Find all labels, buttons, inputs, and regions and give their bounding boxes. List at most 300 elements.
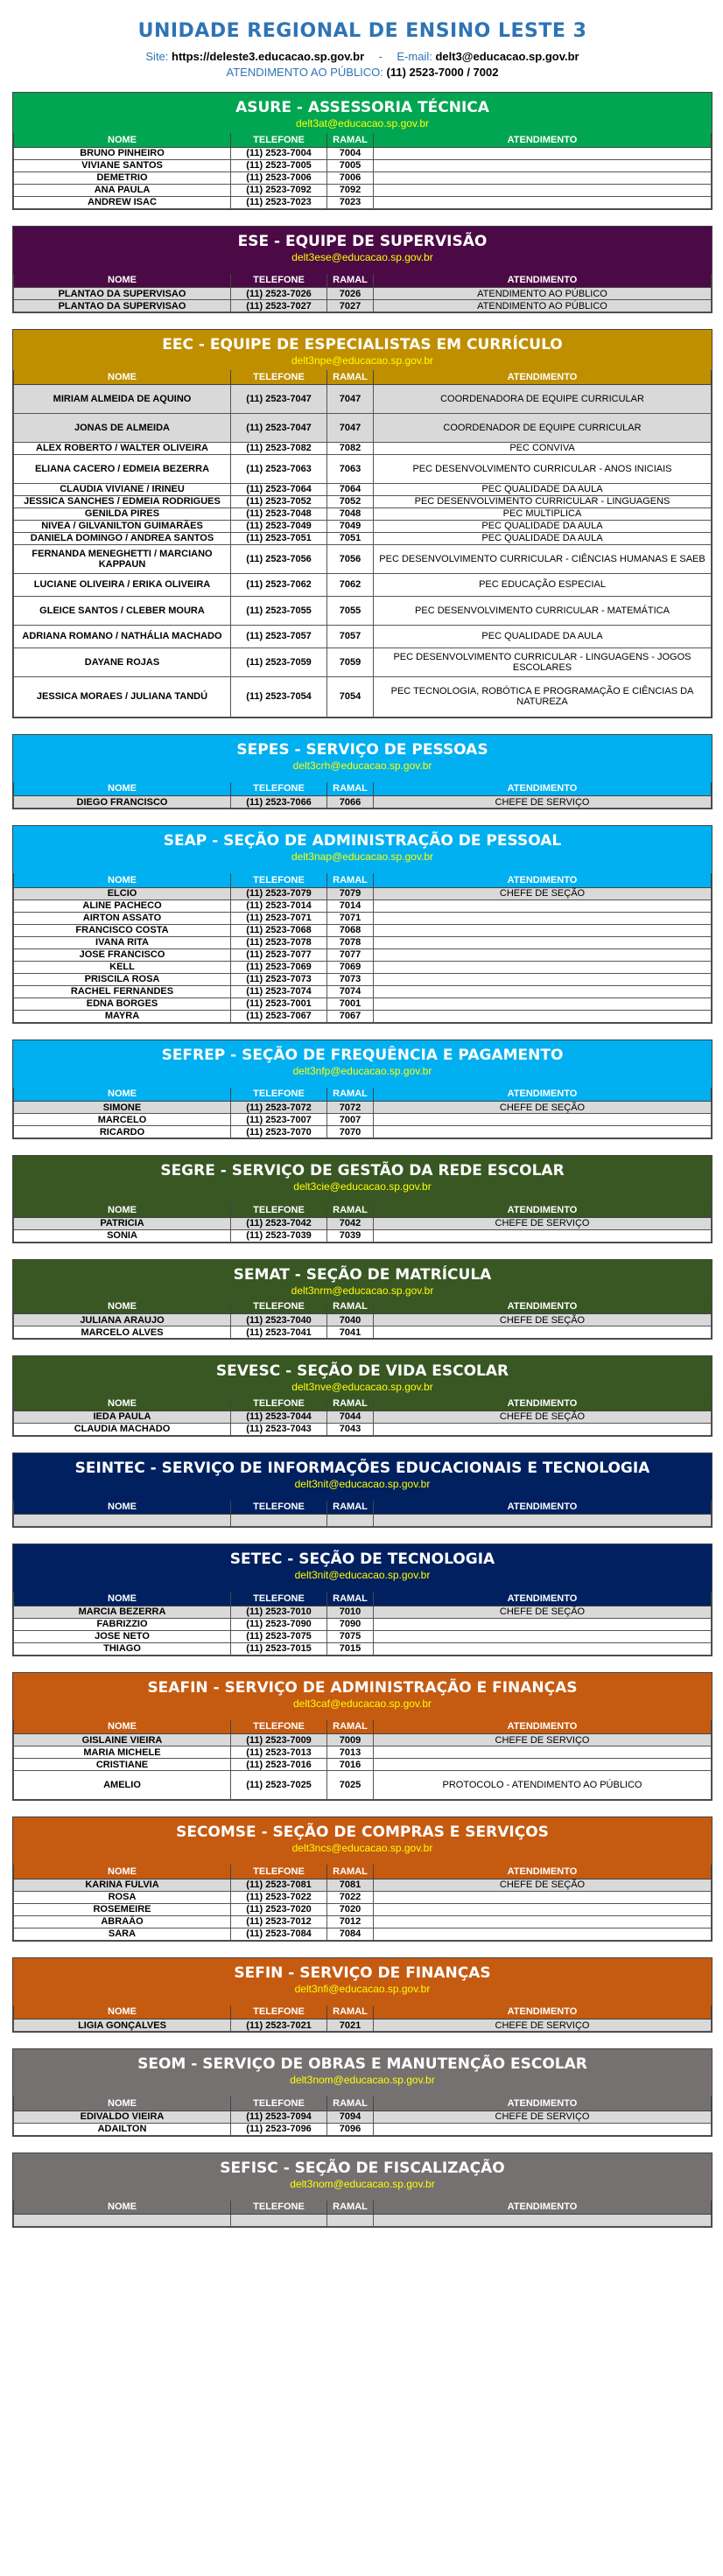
contact-extension: 7021 bbox=[327, 2020, 374, 2032]
contact-name: SONIA bbox=[14, 1229, 231, 1242]
section-spacer bbox=[13, 863, 712, 873]
col-name-header: NOME bbox=[14, 1203, 231, 1217]
col-service-header: ATENDIMENTO bbox=[374, 1592, 712, 1606]
contact-phone[interactable]: (11) 2523-7056 bbox=[231, 544, 327, 573]
contact-phone[interactable]: (11) 2523-7027 bbox=[231, 300, 327, 312]
contact-phone[interactable]: (11) 2523-7069 bbox=[231, 961, 327, 973]
section-email[interactable]: delt3npe@educacao.sp.gov.br bbox=[291, 354, 434, 367]
section-email[interactable]: delt3nit@educacao.sp.gov.br bbox=[294, 1477, 431, 1490]
section-sevesc bbox=[12, 1355, 712, 1437]
contact-extension: 7090 bbox=[327, 1618, 374, 1630]
contact-extension: 7066 bbox=[327, 796, 374, 808]
contact-phone[interactable]: (11) 2523-7073 bbox=[231, 973, 327, 985]
contact-phone[interactable]: (11) 2523-7007 bbox=[231, 1114, 327, 1126]
table-row-empty bbox=[14, 1515, 712, 1527]
contact-extension: 7048 bbox=[327, 508, 374, 520]
separator: - bbox=[378, 50, 383, 63]
section-email[interactable]: delt3at@educacao.sp.gov.br bbox=[295, 117, 430, 130]
table-row bbox=[14, 544, 712, 573]
section-title: SEAFIN - SERVIÇO DE ADMINISTRAÇÃO E FINANÇAS bbox=[147, 1678, 578, 1697]
contact-name: DAYANE ROJAS bbox=[14, 648, 231, 676]
contact-name: EDNA BORGES bbox=[14, 998, 231, 1010]
table-row bbox=[14, 413, 712, 442]
contact-phone[interactable]: (11) 2523-7047 bbox=[231, 413, 327, 442]
table-row bbox=[14, 676, 712, 717]
col-service-header: ATENDIMENTO bbox=[374, 2096, 712, 2110]
contact-service bbox=[374, 1746, 712, 1759]
contacts-table bbox=[13, 782, 712, 809]
contact-extension: 7022 bbox=[327, 1891, 374, 1903]
section-semat bbox=[12, 1259, 712, 1340]
table-header-row bbox=[14, 370, 712, 384]
contact-name: IVANA RITA bbox=[14, 936, 231, 948]
contact-extension: 7007 bbox=[327, 1114, 374, 1126]
contact-service bbox=[374, 912, 712, 924]
contact-phone[interactable]: (11) 2523-7090 bbox=[231, 1618, 327, 1630]
contact-service: CHEFE DE SEÇÃO bbox=[374, 887, 712, 900]
section-header bbox=[13, 826, 712, 873]
section-header bbox=[13, 1453, 712, 1501]
section-title: SECOMSE - SEÇÃO DE COMPRAS E SERVIÇOS bbox=[176, 1824, 549, 1841]
contact-service bbox=[374, 196, 712, 208]
table-row bbox=[14, 648, 712, 676]
table-row bbox=[14, 1915, 712, 1928]
contact-name: ALINE PACHECO bbox=[14, 900, 231, 912]
contact-service: CHEFE DE SEÇÃO bbox=[374, 1102, 712, 1114]
section-email[interactable]: delt3caf@educacao.sp.gov.br bbox=[292, 1697, 432, 1710]
col-ext-header: RAMAL bbox=[327, 370, 374, 384]
col-service-header: ATENDIMENTO bbox=[374, 873, 712, 887]
contact-service: COORDENADOR DE EQUIPE CURRICULAR bbox=[374, 413, 712, 442]
contact-phone[interactable]: (11) 2523-7023 bbox=[231, 196, 327, 208]
col-phone-header: TELEFONE bbox=[231, 370, 327, 384]
contact-extension: 7020 bbox=[327, 1903, 374, 1915]
contact-phone[interactable]: (11) 2523-7096 bbox=[231, 2123, 327, 2135]
contact-phone[interactable]: (11) 2523-7067 bbox=[231, 1010, 327, 1022]
contact-phone[interactable]: (11) 2523-7054 bbox=[231, 676, 327, 717]
contact-phone[interactable]: (11) 2523-7001 bbox=[231, 998, 327, 1010]
section-asure bbox=[12, 92, 712, 210]
section-title: SEVESC - SEÇÃO DE VIDA ESCOLAR bbox=[215, 1362, 509, 1380]
col-ext-header: RAMAL bbox=[327, 1501, 374, 1515]
empty-cell bbox=[374, 1515, 712, 1527]
contact-service bbox=[374, 1010, 712, 1022]
empty-cell bbox=[327, 1515, 374, 1527]
contact-service bbox=[374, 998, 712, 1010]
col-service-header: ATENDIMENTO bbox=[374, 1300, 712, 1314]
contact-service: CHEFE DE SEÇÃO bbox=[374, 1314, 712, 1326]
contact-name: JOSE FRANCISCO bbox=[14, 948, 231, 961]
contact-service: ATENDIMENTO AO PÚBLICO bbox=[374, 300, 712, 312]
contact-name: FRANCISCO COSTA bbox=[14, 924, 231, 936]
col-ext-header: RAMAL bbox=[327, 1720, 374, 1734]
section-title: SEMAT - SEÇÃO DE MATRÍCULA bbox=[233, 1265, 492, 1284]
contact-phone[interactable]: (11) 2523-7044 bbox=[231, 1410, 327, 1423]
section-email[interactable]: delt3nit@educacao.sp.gov.br bbox=[294, 1569, 431, 1581]
table-row bbox=[14, 147, 712, 159]
contact-phone[interactable]: (11) 2523-7020 bbox=[231, 1903, 327, 1915]
contact-phone[interactable]: (11) 2523-7081 bbox=[231, 1879, 327, 1891]
section-title: SEAP - SEÇÃO DE ADMINISTRAÇÃO DE PESSOAL bbox=[163, 832, 562, 850]
section-email[interactable]: delt3nve@educacao.sp.gov.br bbox=[291, 1381, 433, 1393]
contact-extension: 7006 bbox=[327, 172, 374, 184]
contact-service bbox=[374, 1618, 712, 1630]
section-title: SEPES - SERVIÇO DE PESSOAS bbox=[236, 740, 488, 759]
contact-phone[interactable]: (11) 2523-7059 bbox=[231, 648, 327, 676]
contact-service: CHEFE DE SERVIÇO bbox=[374, 1217, 712, 1229]
col-phone-header: TELEFONE bbox=[231, 1088, 327, 1102]
contact-name: ELIANA CACERO / EDMEIA BEZERRA bbox=[14, 454, 231, 483]
contact-extension: 7010 bbox=[327, 1606, 374, 1618]
contacts-table bbox=[13, 1203, 712, 1242]
section-setec bbox=[12, 1544, 712, 1656]
contact-phone[interactable]: (11) 2523-7004 bbox=[231, 147, 327, 159]
col-name-header: NOME bbox=[14, 782, 231, 796]
contact-extension: 7012 bbox=[327, 1915, 374, 1928]
section-email[interactable]: delt3nfp@educacao.sp.gov.br bbox=[292, 1064, 432, 1077]
section-header bbox=[13, 1156, 712, 1203]
contact-name: KELL bbox=[14, 961, 231, 973]
contact-phone[interactable]: (11) 2523-7074 bbox=[231, 985, 327, 998]
table-row bbox=[14, 924, 712, 936]
contact-phone[interactable]: (11) 2523-7009 bbox=[231, 1734, 327, 1746]
table-row bbox=[14, 1903, 712, 1915]
contact-name: ROSEMEIRE bbox=[14, 1903, 231, 1915]
table-header-row bbox=[14, 1396, 712, 1410]
table-row bbox=[14, 1606, 712, 1618]
table-row bbox=[14, 196, 712, 208]
contact-name: JONAS DE ALMEIDA bbox=[14, 413, 231, 442]
col-name-header: NOME bbox=[14, 1592, 231, 1606]
table-row bbox=[14, 1771, 712, 1800]
contact-service bbox=[374, 172, 712, 184]
section-title: ESE - EQUIPE DE SUPERVISÃO bbox=[237, 232, 488, 250]
contact-extension: 7057 bbox=[327, 625, 374, 648]
table-header-row bbox=[14, 1592, 712, 1606]
contact-phone[interactable]: (11) 2523-7043 bbox=[231, 1423, 327, 1435]
contact-name: ANA PAULA bbox=[14, 184, 231, 196]
contacts-table bbox=[13, 873, 712, 1023]
contact-service: PROTOCOLO - ATENDIMENTO AO PÚBLICO bbox=[374, 1771, 712, 1800]
section-title: ASURE - ASSESSORIA TÉCNICA bbox=[235, 99, 489, 116]
contact-extension: 7078 bbox=[327, 936, 374, 948]
table-row bbox=[14, 2123, 712, 2135]
contact-name: MIRIAM ALMEIDA DE AQUINO bbox=[14, 384, 231, 413]
empty-cell bbox=[14, 2215, 231, 2227]
contact-phone[interactable]: (11) 2523-7077 bbox=[231, 948, 327, 961]
table-row bbox=[14, 442, 712, 454]
section-email[interactable]: delt3crh@educacao.sp.gov.br bbox=[292, 759, 432, 772]
contact-service: COORDENADORA DE EQUIPE CURRICULAR bbox=[374, 384, 712, 413]
contact-name: MARCELO bbox=[14, 1114, 231, 1126]
contact-phone[interactable]: (11) 2523-7048 bbox=[231, 508, 327, 520]
contact-phone[interactable]: (11) 2523-7042 bbox=[231, 1217, 327, 1229]
contact-name: KARINA FULVIA bbox=[14, 1879, 231, 1891]
table-row bbox=[14, 900, 712, 912]
section-header bbox=[13, 2049, 712, 2096]
contacts-table bbox=[13, 1501, 712, 1528]
contact-phone[interactable]: (11) 2523-7063 bbox=[231, 454, 327, 483]
section-eec bbox=[12, 329, 712, 718]
section-email[interactable]: delt3cie@educacao.sp.gov.br bbox=[293, 1180, 432, 1193]
contact-phone[interactable]: (11) 2523-7092 bbox=[231, 184, 327, 196]
page-title: UNIDADE REGIONAL DE ENSINO LESTE 3 bbox=[137, 20, 587, 42]
contact-service: PEC QUALIDADE DA AULA bbox=[374, 532, 712, 544]
contact-name: PATRICIA bbox=[14, 1217, 231, 1229]
section-spacer bbox=[13, 1710, 712, 1720]
section-email[interactable]: delt3nom@educacao.sp.gov.br bbox=[290, 2074, 435, 2086]
contact-name: MARCELO ALVES bbox=[14, 1326, 231, 1339]
contact-service bbox=[374, 1630, 712, 1642]
contact-extension: 7077 bbox=[327, 948, 374, 961]
section-secomse bbox=[12, 1816, 712, 1942]
col-service-header: ATENDIMENTO bbox=[374, 1088, 712, 1102]
table-row bbox=[14, 1229, 712, 1242]
contact-name: FABRIZZIO bbox=[14, 1618, 231, 1630]
contact-extension: 7071 bbox=[327, 912, 374, 924]
contact-name: VIVIANE SANTOS bbox=[14, 159, 231, 172]
contact-phone[interactable]: (11) 2523-7052 bbox=[231, 495, 327, 508]
col-phone-header: TELEFONE bbox=[231, 2006, 327, 2020]
contact-phone[interactable]: (11) 2523-7064 bbox=[231, 483, 327, 495]
section-email[interactable]: delt3nap@educacao.sp.gov.br bbox=[291, 850, 434, 863]
contact-phone[interactable]: (11) 2523-7049 bbox=[231, 520, 327, 532]
email-label: E-mail: bbox=[397, 50, 432, 63]
contact-phone[interactable]: (11) 2523-7016 bbox=[231, 1759, 327, 1771]
contact-service bbox=[374, 1326, 712, 1339]
contact-phone[interactable]: (11) 2523-7015 bbox=[231, 1642, 327, 1655]
table-row bbox=[14, 1891, 712, 1903]
contact-name: RICARDO bbox=[14, 1126, 231, 1138]
contact-phone[interactable]: (11) 2523-7078 bbox=[231, 936, 327, 948]
col-service-header: ATENDIMENTO bbox=[374, 1396, 712, 1410]
col-ext-header: RAMAL bbox=[327, 133, 374, 147]
contact-extension: 7042 bbox=[327, 1217, 374, 1229]
contact-service: ATENDIMENTO AO PÚBLICO bbox=[374, 288, 712, 300]
section-header bbox=[13, 1673, 712, 1720]
section-header bbox=[13, 1958, 712, 2006]
table-header-row bbox=[14, 1088, 712, 1102]
contact-phone[interactable]: (11) 2523-7005 bbox=[231, 159, 327, 172]
contact-extension: 7062 bbox=[327, 573, 374, 596]
col-service-header: ATENDIMENTO bbox=[374, 1501, 712, 1515]
table-row bbox=[14, 1126, 712, 1138]
table-row bbox=[14, 985, 712, 998]
section-email[interactable]: delt3ncs@educacao.sp.gov.br bbox=[291, 1842, 433, 1854]
contact-service bbox=[374, 1891, 712, 1903]
contact-phone[interactable]: (11) 2523-7047 bbox=[231, 384, 327, 413]
section-title: SEGRE - SERVIÇO DE GESTÃO DA REDE ESCOLAR bbox=[160, 1162, 565, 1180]
contact-name: LUCIANE OLIVEIRA / ERIKA OLIVEIRA bbox=[14, 573, 231, 596]
contact-phone[interactable]: (11) 2523-7051 bbox=[231, 532, 327, 544]
contact-extension: 7075 bbox=[327, 1630, 374, 1642]
empty-cell bbox=[14, 1515, 231, 1527]
col-service-header: ATENDIMENTO bbox=[374, 1865, 712, 1879]
contact-extension: 7044 bbox=[327, 1410, 374, 1423]
contact-phone[interactable]: (11) 2523-7075 bbox=[231, 1630, 327, 1642]
contact-service: PEC MULTIPLICA bbox=[374, 508, 712, 520]
section-title: SEINTEC - SERVIÇO DE INFORMAÇÕES EDUCACIONAIS E TECNOLOGIA bbox=[74, 1459, 650, 1477]
contact-extension: 7015 bbox=[327, 1642, 374, 1655]
contact-extension: 7001 bbox=[327, 998, 374, 1010]
contact-phone[interactable]: (11) 2523-7010 bbox=[231, 1606, 327, 1618]
contact-phone[interactable]: (11) 2523-7072 bbox=[231, 1102, 327, 1114]
section-spacer bbox=[13, 1193, 712, 1203]
col-phone-header: TELEFONE bbox=[231, 2201, 327, 2215]
contacts-table bbox=[13, 274, 712, 313]
contact-phone[interactable]: (11) 2523-7013 bbox=[231, 1746, 327, 1759]
contact-service bbox=[374, 924, 712, 936]
site-link[interactable]: https://deleste3.educacao.sp.gov.br bbox=[172, 50, 365, 63]
col-name-header: NOME bbox=[14, 1088, 231, 1102]
empty-cell bbox=[374, 2215, 712, 2227]
contact-extension: 7079 bbox=[327, 887, 374, 900]
table-row bbox=[14, 483, 712, 495]
contact-phone[interactable]: (11) 2523-7066 bbox=[231, 796, 327, 808]
col-name-header: NOME bbox=[14, 1501, 231, 1515]
col-service-header: ATENDIMENTO bbox=[374, 1720, 712, 1734]
contact-name: ALEX ROBERTO / WALTER OLIVEIRA bbox=[14, 442, 231, 454]
contacts-table bbox=[13, 2096, 712, 2136]
contact-phone[interactable]: (11) 2523-7039 bbox=[231, 1229, 327, 1242]
table-row bbox=[14, 159, 712, 172]
contact-extension: 7056 bbox=[327, 544, 374, 573]
contact-extension: 7043 bbox=[327, 1423, 374, 1435]
table-row bbox=[14, 1630, 712, 1642]
table-row bbox=[14, 1642, 712, 1655]
col-phone-header: TELEFONE bbox=[231, 1501, 327, 1515]
section-header bbox=[13, 1356, 712, 1396]
table-row bbox=[14, 384, 712, 413]
section-header bbox=[13, 2153, 712, 2201]
col-phone-header: TELEFONE bbox=[231, 1300, 327, 1314]
table-row bbox=[14, 1879, 712, 1891]
col-phone-header: TELEFONE bbox=[231, 1865, 327, 1879]
table-row bbox=[14, 1759, 712, 1771]
col-phone-header: TELEFONE bbox=[231, 274, 327, 288]
col-phone-header: TELEFONE bbox=[231, 873, 327, 887]
site-label: Site: bbox=[145, 50, 169, 63]
section-segre bbox=[12, 1155, 712, 1243]
contact-extension: 7027 bbox=[327, 300, 374, 312]
contact-service bbox=[374, 1915, 712, 1928]
contact-extension: 7047 bbox=[327, 384, 374, 413]
section-header bbox=[13, 93, 712, 133]
table-row bbox=[14, 1114, 712, 1126]
contact-extension: 7040 bbox=[327, 1314, 374, 1326]
section-email[interactable]: delt3nom@educacao.sp.gov.br bbox=[290, 2177, 435, 2190]
contact-phone[interactable]: (11) 2523-7006 bbox=[231, 172, 327, 184]
contact-name: DANIELA DOMINGO / ANDREA SANTOS bbox=[14, 532, 231, 544]
table-row bbox=[14, 1410, 712, 1423]
table-row bbox=[14, 508, 712, 520]
email-link[interactable]: delt3@educacao.sp.gov.br bbox=[435, 50, 579, 63]
contact-phone[interactable]: (11) 2523-7055 bbox=[231, 596, 327, 625]
contact-name: AMELIO bbox=[14, 1771, 231, 1800]
contact-phone[interactable]: (11) 2523-7094 bbox=[231, 2110, 327, 2123]
col-phone-header: TELEFONE bbox=[231, 782, 327, 796]
contact-phone[interactable]: (11) 2523-7084 bbox=[231, 1928, 327, 1940]
contact-service: PEC DESENVOLVIMENTO CURRICULAR - MATEMÁTICA bbox=[374, 596, 712, 625]
contact-phone[interactable]: (11) 2523-7040 bbox=[231, 1314, 327, 1326]
section-email[interactable]: delt3ese@educacao.sp.gov.br bbox=[291, 250, 433, 263]
contact-service: PEC DESENVOLVIMENTO CURRICULAR - CIÊNCIAS HUMANAS E SAEB bbox=[374, 544, 712, 573]
table-row bbox=[14, 1217, 712, 1229]
contact-phone[interactable]: (11) 2523-7014 bbox=[231, 900, 327, 912]
contact-phone[interactable]: (11) 2523-7057 bbox=[231, 625, 327, 648]
table-row bbox=[14, 998, 712, 1010]
section-email[interactable]: delt3nfi@educacao.sp.gov.br bbox=[294, 1982, 431, 1995]
contact-phone[interactable]: (11) 2523-7071 bbox=[231, 912, 327, 924]
contact-service bbox=[374, 900, 712, 912]
contact-extension: 7049 bbox=[327, 520, 374, 532]
contact-phone[interactable]: (11) 2523-7041 bbox=[231, 1326, 327, 1339]
table-row bbox=[14, 454, 712, 483]
contact-extension: 7092 bbox=[327, 184, 374, 196]
contact-extension: 7025 bbox=[327, 1771, 374, 1800]
contact-phone[interactable]: (11) 2523-7021 bbox=[231, 2020, 327, 2032]
col-ext-header: RAMAL bbox=[327, 2096, 374, 2110]
contact-name: JOSE NETO bbox=[14, 1630, 231, 1642]
contact-name: JESSICA MORAES / JULIANA TANDÚ bbox=[14, 676, 231, 717]
col-name-header: NOME bbox=[14, 2201, 231, 2215]
contact-name: RACHEL FERNANDES bbox=[14, 985, 231, 998]
table-header-row bbox=[14, 274, 712, 288]
contact-phone[interactable]: (11) 2523-7022 bbox=[231, 1891, 327, 1903]
section-seafin bbox=[12, 1672, 712, 1802]
contact-extension: 7082 bbox=[327, 442, 374, 454]
contact-phone[interactable]: (11) 2523-7062 bbox=[231, 573, 327, 596]
section-email[interactable]: delt3nrm@educacao.sp.gov.br bbox=[291, 1284, 434, 1297]
contact-phone[interactable]: (11) 2523-7070 bbox=[231, 1126, 327, 1138]
contacts-table bbox=[13, 370, 712, 718]
table-row bbox=[14, 520, 712, 532]
col-ext-header: RAMAL bbox=[327, 274, 374, 288]
section-spacer bbox=[13, 1995, 712, 2006]
section-header bbox=[13, 227, 712, 274]
col-service-header: ATENDIMENTO bbox=[374, 782, 712, 796]
contact-name: LIGIA GONÇALVES bbox=[14, 2020, 231, 2032]
section-title: EEC - EQUIPE DE ESPECIALISTAS EM CURRÍCULO bbox=[162, 336, 563, 354]
contact-extension: 7073 bbox=[327, 973, 374, 985]
contact-name: CLAUDIA MACHADO bbox=[14, 1423, 231, 1435]
contact-extension: 7067 bbox=[327, 1010, 374, 1022]
contact-extension: 7094 bbox=[327, 2110, 374, 2123]
contact-service: PEC CONVIVA bbox=[374, 442, 712, 454]
section-title: SETEC - SEÇÃO DE TECNOLOGIA bbox=[229, 1550, 495, 1568]
table-row-empty bbox=[14, 2215, 712, 2227]
contact-service: PEC QUALIDADE DA AULA bbox=[374, 625, 712, 648]
contact-phone[interactable]: (11) 2523-7012 bbox=[231, 1915, 327, 1928]
contact-service: PEC DESENVOLVIMENTO CURRICULAR - ANOS INICIAIS bbox=[374, 454, 712, 483]
contact-name: GISLAINE VIEIRA bbox=[14, 1734, 231, 1746]
table-row bbox=[14, 887, 712, 900]
col-phone-header: TELEFONE bbox=[231, 1396, 327, 1410]
contact-phone[interactable]: (11) 2523-7068 bbox=[231, 924, 327, 936]
contact-phone[interactable]: (11) 2523-7026 bbox=[231, 288, 327, 300]
table-row bbox=[14, 288, 712, 300]
table-row bbox=[14, 1734, 712, 1746]
table-row bbox=[14, 1010, 712, 1022]
col-name-header: NOME bbox=[14, 370, 231, 384]
col-phone-header: TELEFONE bbox=[231, 2096, 327, 2110]
table-row bbox=[14, 625, 712, 648]
section-spacer bbox=[13, 2086, 712, 2096]
contact-extension: 7081 bbox=[327, 1879, 374, 1891]
contact-phone[interactable]: (11) 2523-7025 bbox=[231, 1771, 327, 1800]
contact-phone[interactable]: (11) 2523-7079 bbox=[231, 887, 327, 900]
contact-phone[interactable]: (11) 2523-7082 bbox=[231, 442, 327, 454]
